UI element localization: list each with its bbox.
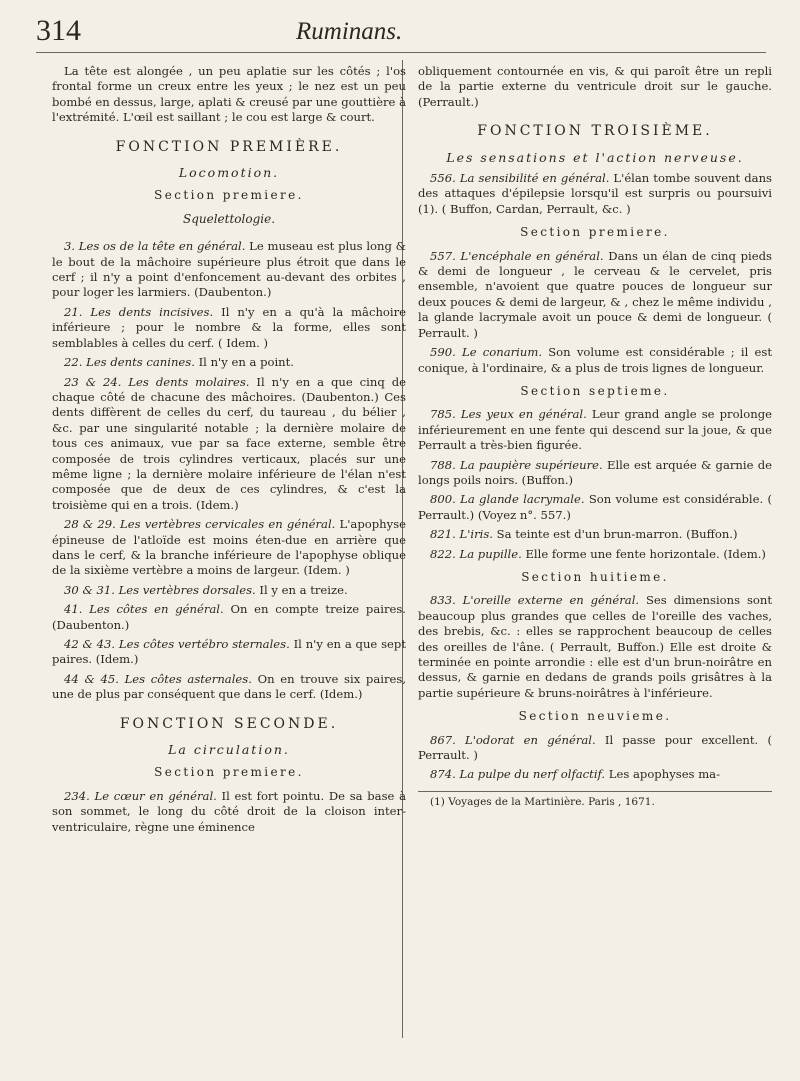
continued-paragraph: obliquement contournée en vis, & qui paroît être un repli de la partie externe du ventricule droit sur le gauche. (Perrault.) — [418, 64, 772, 109]
paragraph-body: Il passe pour excellent. ( Perrault. ) — [418, 732, 772, 763]
paragraph — [52, 602, 406, 633]
fonction-heading: FONCTION PREMIÈRE. — [115, 138, 343, 155]
paragraph-body: Son volume est considérable. ( Perrault.) (Voyez n°. 557.) — [418, 492, 773, 522]
paragraph-head: 867. L'odorat en général. — [430, 732, 596, 747]
paragraph — [418, 492, 772, 523]
paragraph-head: 833. L'oreille externe en général. — [430, 593, 640, 608]
paragraph — [418, 345, 772, 376]
paragraph-body: Leur grand angle se prolonge inférieurement en une fente qui descend sur la joue, & que Perrault a très-bien figurée. — [418, 407, 772, 453]
paragraph — [418, 249, 772, 341]
paragraph — [418, 767, 772, 782]
section-heading: Section premiere. — [520, 225, 670, 240]
paragraph — [52, 305, 406, 351]
paragraph — [418, 527, 772, 542]
page-header — [36, 10, 766, 50]
section-heading: Section premiere. — [154, 188, 304, 203]
paragraph-body: L'élan tombe souvent dans des attaques d'épilepsie lorsqu'il est surpris ou poursuivi (1). ( Buffon, Cardan, Perrault, &c. ) — [418, 171, 772, 216]
page-number: 314 — [36, 14, 81, 47]
fonction-subheading: La circulation. — [168, 742, 290, 758]
running-title: Ruminans. — [296, 18, 403, 45]
paragraph-head: 234. Le cœur en général. — [64, 788, 217, 803]
paragraph-head: 874. La pulpe du nerf olfactif. — [430, 767, 606, 782]
paragraph — [52, 637, 406, 668]
paragraph-head: 785. Les yeux en général. — [430, 407, 587, 422]
header-rule — [36, 52, 766, 53]
paragraph — [52, 355, 406, 370]
paragraph-head: 556. La sensibilité en général. — [430, 171, 610, 186]
paragraph-body: Dans un élan de cinq pieds & demi de longueur , le cerveau & le cervelet, pris ensemble, n'avoient que quatre pouces de longueur sur deux pouces & demi de largeur, & , chez le même individu , la glande lacrymale avoit un pouce & demi de longueur. ( Perrault. ) — [418, 248, 772, 340]
paragraph — [418, 547, 772, 562]
fonction-heading: FONCTION SECONDE. — [119, 715, 339, 732]
intro-paragraph: La tête est alongée , un peu aplatie sur les côtés ; l'os frontal forme un creux entre les yeux ; le nez est un peu bombé en dessus, large, aplati & creusé par une gouttière à l'extrémité. L'œil est saillant ; le cou est large & court. — [52, 64, 406, 125]
section-subtitle: Squelettologie. — [182, 211, 276, 226]
paragraph-head: 41. Les côtes en général. — [64, 602, 224, 617]
paragraph — [418, 593, 772, 701]
paragraph-body: Elle forme une fente horizontale. (Idem.) — [521, 546, 766, 561]
paragraph-head: 44 & 45. Les côtes asternales. — [64, 671, 252, 686]
paragraph — [52, 239, 406, 301]
paragraph-head: 23 & 24. Les dents molaires. — [64, 374, 250, 389]
paragraph-head: 590. Le conarium. — [430, 345, 543, 360]
paragraph-body: Il n'y en a que sept paires. (Idem.) — [52, 637, 406, 667]
paragraph-head: 788. La paupière supérieure. — [430, 457, 603, 472]
paragraph-body: Le museau est plus long & le bout de la mâchoire supérieure plus étroit que dans le cerf ; il n'y a point d'enfoncement au-devant des orbites , pour loger les larmiers. (Daubenton.) — [52, 239, 406, 300]
paragraph-head: 30 & 31. Les vertèbres dorsales. — [64, 582, 256, 597]
paragraph-body: On en compte treize paires. (Daubenton.) — [52, 602, 406, 632]
paragraph-body: Ses dimensions sont beaucoup plus grandes que celles de l'oreille des vaches, des brebis, &c. : elles se rapprochent beaucoup de celles des oreilles de l'âne. ( Perrault, Buffon.) Elle est droite & terminée en pointe arrondie : elle est d'un brun-noirâtre en dessus, & garnie en dedans de grands poils grisâtres à la partie supérieure & bruns-noirâtres à l'inférieure. — [418, 593, 772, 700]
paragraph — [418, 407, 772, 453]
left-column — [52, 64, 406, 839]
paragraph-head: 3. Les os de la tête en général. — [64, 239, 246, 254]
paragraph — [418, 171, 772, 217]
paragraph-head: 822. La pupille. — [430, 546, 522, 561]
paragraph — [52, 517, 406, 579]
paragraph-head: 21. Les dents incisives. — [64, 304, 214, 319]
paragraph — [52, 672, 406, 703]
paragraph-head: 800. La glande lacrymale. — [430, 492, 585, 507]
fonction-subheading: Les sensations et l'action nerveuse. — [446, 149, 744, 165]
section-heading: Section premiere. — [154, 765, 304, 780]
section-heading: Section huitieme. — [521, 569, 669, 584]
footnote-rule — [418, 791, 772, 792]
paragraph — [52, 789, 406, 835]
paragraph — [52, 375, 406, 514]
right-column — [418, 64, 772, 813]
paragraph-body: Elle est arquée & garnie de longs poils noirs. (Buffon.) — [418, 457, 773, 487]
paragraph-body: Les apophyses ma- — [605, 767, 721, 782]
paragraph-head: 821. L'iris. — [430, 527, 493, 542]
fonction-heading: FONCTION TROISIÈME. — [477, 123, 713, 140]
footnote: (1) Voyages de la Martinière. Paris , 1671. — [430, 795, 655, 808]
paragraph-head: 22. Les dents canines. — [64, 355, 195, 370]
paragraph-body: Il n'y en a qu'à la mâchoire inférieure ; pour le nombre & la forme, elles sont semblables à celles du cerf. ( Idem. ) — [52, 304, 406, 350]
paragraph-body: L'apophyse épineuse de l'atloïde est moins éten-due en arrière que dans le cerf, & la branche inférieure de l'apophyse oblique de la sixième vertèbre a moins de largeur. (Idem. ) — [52, 517, 406, 578]
paragraph-body: Sa teinte est d'un brun-marron. (Buffon.) — [492, 527, 738, 542]
paragraph-body: Il y en a treize. — [255, 582, 348, 597]
section-heading: Section neuvieme. — [518, 709, 672, 724]
paragraph — [418, 458, 772, 489]
paragraph-head: 28 & 29. Les vertèbres cervicales en général. — [64, 517, 336, 532]
paragraph-body: On en trouve six paires, une de plus par conséquent que dans le cerf. (Idem.) — [52, 671, 406, 702]
fonction-subheading: Locomotion. — [178, 165, 280, 181]
paragraph-head: 557. L'encéphale en général. — [430, 248, 604, 263]
section-heading: Section septieme. — [520, 383, 670, 398]
paragraph-body: Il n'y en a que cinq de chaque côté de chacune des mâchoires. (Daubenton.) Ces dents diffèrent de celles du cerf, du taureau , du bélier , &c. par une singularité notable ; la dernière molaire de tous ces animaux, vue par sa face externe, semble être composée de trois cylindres verticaux, placés sur une même ligne ; la dernière molaire inférieure de l'élan n'est composée que de deux de ces cylindres, & c'est la troisième qui en a trois. (Idem.) — [52, 374, 406, 512]
paragraph — [418, 733, 772, 764]
paragraph-body: Il est fort pointu. De sa base à son sommet, le long du côté droit de la cloison inter-ventriculaire, règne une éminence — [52, 788, 406, 834]
paragraph-head: 42 & 43. Les côtes vertébro sternales. — [64, 637, 290, 651]
paragraph-body: Son volume est considérable ; il est conique, à l'ordinaire, & a plus de trois lignes de longueur. — [418, 345, 772, 375]
paragraph — [52, 583, 406, 598]
paragraph-body: Il n'y en a point. — [194, 355, 294, 370]
